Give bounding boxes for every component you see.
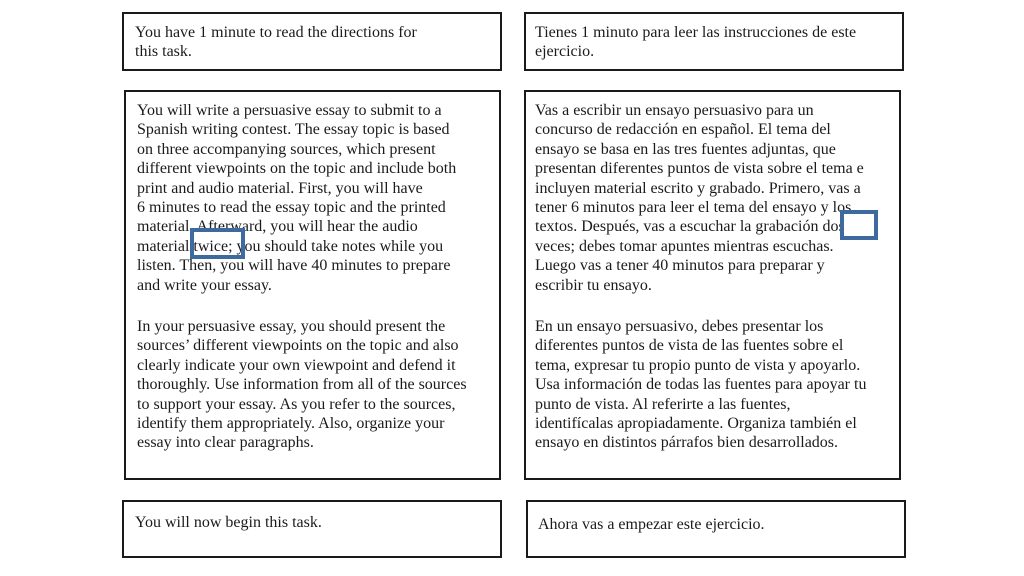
english-p2-line: essay into clear paragraphs. [137, 434, 314, 452]
spanish-p2-line: ensayo en distintos párrafos bien desarrollados. [535, 434, 839, 452]
spanish-p2-line: diferentes puntos de vista de las fuentes sobre el [535, 337, 844, 355]
spanish-timer-line-2: ejercicio. [535, 43, 595, 61]
spanish-directions-paragraph-2 [535, 317, 866, 453]
spanish-p1-line: ensayo se basa en las tres fuentes adjuntas, que [535, 140, 836, 158]
spanish-begin-text: Ahora vas a empezar este ejercicio. [538, 516, 765, 533]
spanish-p1-line: incluyen material escrito y grabado. Primero, vas a [535, 179, 861, 197]
english-directions-paragraph-1 [137, 101, 456, 295]
spanish-directions-paragraph-1 [535, 101, 864, 295]
english-p2-line: identify them appropriately. Also, organize your [137, 415, 445, 433]
english-timer-line-1: You have 1 minute to read the directions for [135, 24, 417, 41]
english-p1-line: 6 minutes to read the essay topic and the printed [137, 199, 446, 217]
spanish-timer-text [535, 23, 856, 62]
highlight-box-twice [190, 228, 245, 259]
spanish-p1-line: tener 6 minutos para leer el tema del ensayo y los [535, 199, 852, 217]
english-begin-text: You will now begin this task. [135, 514, 322, 531]
english-timer-text [135, 23, 417, 62]
english-p1-line: Spanish writing contest. The essay topic is based [137, 121, 450, 139]
english-timer-line-2: this task. [135, 43, 192, 61]
english-p2-line: to support your essay. As you refer to the sources, [137, 395, 456, 413]
spanish-p1-line: Luego vas a tener 40 minutos para preparar y [535, 257, 825, 275]
english-p1-line: You will write a persuasive essay to submit to a [137, 102, 442, 119]
english-directions-paragraph-2 [137, 317, 467, 453]
spanish-p1-line: Vas a escribir un ensayo persuasivo para un [535, 102, 814, 119]
english-p1-line: material. Afterward, you will hear the audio [137, 218, 418, 236]
english-p1-line: listen. Then, you will have 40 minutes to prepare [137, 257, 451, 275]
spanish-timer-line-1: Tienes 1 minuto para leer las instrucciones de este [535, 24, 857, 41]
spanish-p2-line: En un ensayo persuasivo, debes presentar los [535, 318, 824, 335]
highlight-box-dos [840, 210, 878, 240]
spanish-p2-line: punto de vista. Al referirte a las fuentes, [535, 395, 791, 413]
english-p2-line: sources’ different viewpoints on the topic and also [137, 337, 459, 355]
spanish-p1-line: textos. Después, vas a escuchar la grabación dos [535, 218, 845, 236]
english-p2-line: clearly indicate your own viewpoint and defend it [137, 356, 456, 374]
spanish-p1-line: escribir tu ensayo. [535, 276, 652, 294]
spanish-p1-line: presentan diferentes puntos de vista sobre el tema e [535, 160, 864, 178]
english-p2-line: In your persuasive essay, you should present the [137, 318, 446, 335]
english-p2-line: thoroughly. Use information from all of the sources [137, 376, 467, 394]
english-p1-line: print and audio material. First, you will have [137, 179, 423, 197]
spanish-p2-line: tema, expresar tu propio punto de vista y apoyarlo. [535, 356, 861, 374]
english-p1-line: material twice; you should take notes while you [137, 237, 444, 255]
spanish-p1-line: veces; debes tomar apuntes mientras escuchas. [535, 237, 834, 255]
spanish-p2-line: Usa información de todas las fuentes para apoyar tu [535, 376, 867, 394]
spanish-p2-line: identifícalas apropiadamente. Organiza también el [535, 415, 857, 433]
english-p1-line: and write your essay. [137, 276, 272, 294]
english-p1-line: different viewpoints on the topic and include both [137, 160, 457, 178]
spanish-p1-line: concurso de redacción en español. El tema del [535, 121, 831, 139]
english-p1-line: on three accompanying sources, which present [137, 140, 436, 158]
